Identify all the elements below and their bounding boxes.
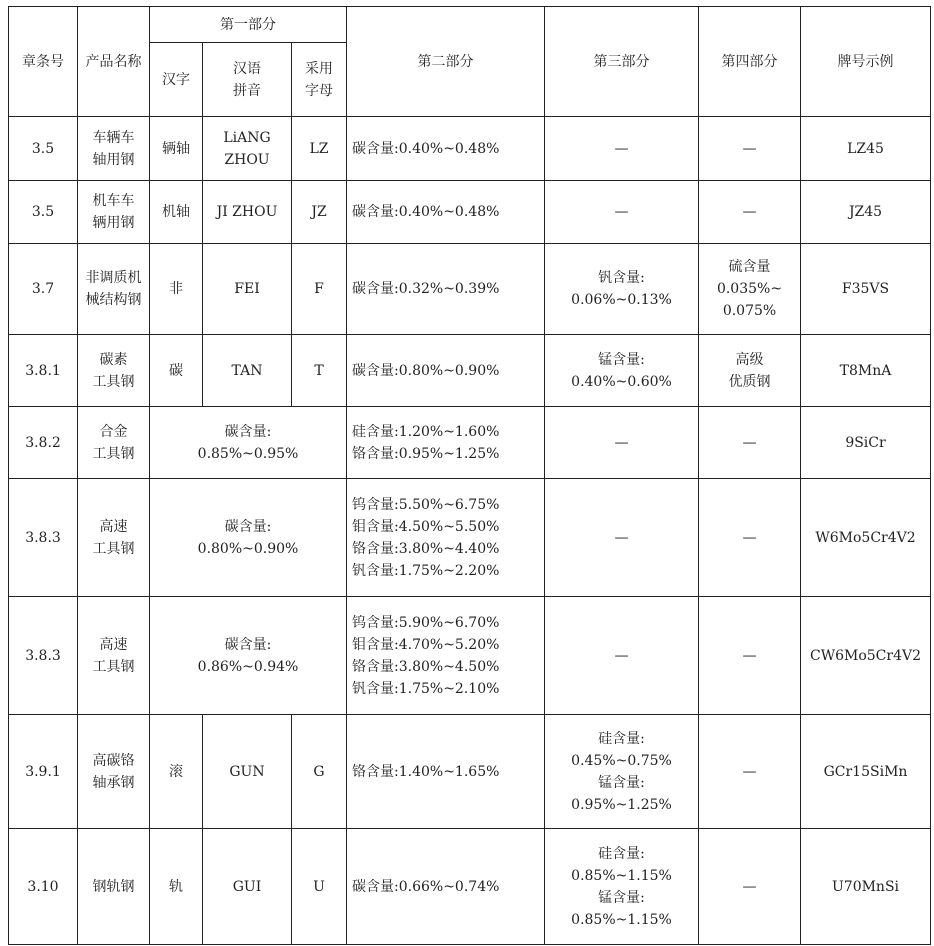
chapter-cell: 3.5 [9, 117, 78, 181]
part4-cell [699, 407, 801, 479]
table-row [9, 829, 931, 945]
product-line: 工具钢 [92, 658, 135, 675]
product-line: 非调质机 [85, 270, 142, 286]
part4-cell [699, 244, 801, 335]
part2-cell [347, 117, 545, 181]
header-hanzi: 汉字 [150, 43, 203, 117]
table-row [9, 335, 931, 407]
example-cell: JZ45 [801, 181, 931, 244]
part3-line: 0.85%~1.15% [571, 911, 672, 928]
part3-line: — [614, 434, 629, 451]
product-cell [78, 117, 150, 181]
hanzi-cell: 碳 [150, 335, 203, 407]
header-product: 产品名称 [78, 7, 150, 117]
table-row [9, 244, 931, 335]
part2-line: 碳含量:0.80%~0.90% [352, 362, 500, 379]
header-letter [292, 43, 347, 117]
part4-cell [699, 715, 801, 829]
table-body [9, 7, 931, 945]
part4-line: — [742, 763, 757, 780]
product-cell [78, 829, 150, 945]
product-line: 高速 [99, 518, 128, 535]
letter-cell: T [292, 335, 347, 407]
letter-cell: LZ [292, 117, 347, 181]
header-part4: 第四部分 [699, 7, 801, 117]
pinyin-cell [203, 181, 292, 244]
part1-merged-line: 碳含量: [224, 636, 272, 653]
pinyin-line: GUN [229, 763, 265, 780]
product-line: 械结构钢 [85, 292, 142, 308]
part1-merged-line: 0.86%~0.94% [197, 658, 299, 675]
part2-cell [347, 181, 545, 244]
product-line: 机车车 [92, 193, 135, 209]
product-line: 工具钢 [92, 373, 135, 390]
letter-cell: JZ [292, 181, 347, 244]
chapter-cell: 3.5 [9, 181, 78, 244]
part3-line: 0.95%~1.25% [571, 796, 672, 813]
part2-line: 钨含量:5.50%~6.75% [352, 496, 500, 513]
example-cell: T8MnA [801, 335, 931, 407]
example-cell: W6Mo5Cr4V2 [801, 479, 931, 597]
product-line: 工具钢 [92, 540, 135, 557]
part3-cell [545, 181, 699, 244]
header-pinyin [203, 43, 292, 117]
product-cell [78, 479, 150, 597]
part1-merged-cell [150, 407, 347, 479]
pinyin-line: GUI [232, 878, 262, 895]
chapter-cell: 3.8.3 [9, 597, 78, 715]
header-part1: 第一部分 [150, 7, 347, 43]
part2-cell [347, 829, 545, 945]
header-example: 牌号示例 [801, 7, 931, 117]
pinyin-cell [203, 117, 292, 181]
hanzi-cell: 机轴 [150, 181, 203, 244]
part2-line: 钼含量:4.70%~5.20% [352, 636, 500, 653]
product-line: 工具钢 [92, 445, 135, 462]
part1-merged-line: 0.85%~0.95% [197, 445, 299, 462]
part4-line: — [742, 529, 757, 546]
header-letter-line: 字母 [305, 82, 333, 99]
hanzi-cell: 轨 [150, 829, 203, 945]
table-row [9, 181, 931, 244]
product-cell [78, 715, 150, 829]
header-chapter: 章条号 [9, 7, 78, 117]
pinyin-cell [203, 244, 292, 335]
pinyin-line: ZHOU [224, 151, 270, 168]
table-row [9, 479, 931, 597]
product-line: 车辆车 [92, 129, 135, 146]
product-line: 合金 [99, 423, 128, 440]
part4-cell [699, 597, 801, 715]
example-cell: CW6Mo5Cr4V2 [801, 597, 931, 715]
product-line: 轴用钢 [92, 151, 135, 168]
part3-cell [545, 244, 699, 335]
part3-line: 锰含量: [598, 351, 645, 368]
part1-merged-line: 碳含量: [224, 423, 272, 440]
part2-cell [347, 407, 545, 479]
pinyin-line: TAN [231, 362, 263, 379]
part3-line: 0.85%~1.15% [571, 867, 672, 884]
header-pinyin-line: 汉语 [233, 60, 261, 77]
chapter-cell: 3.8.1 [9, 335, 78, 407]
part2-cell [347, 244, 545, 335]
table-row [9, 597, 931, 715]
part2-line: 铬含量:1.40%~1.65% [352, 763, 500, 780]
pinyin-line: JI ZHOU [216, 204, 278, 220]
table-row [9, 715, 931, 829]
product-line: 高速 [99, 636, 128, 653]
part3-line: 硅含量: [598, 845, 645, 862]
part2-line: 铬含量:0.95%~1.25% [352, 445, 500, 462]
header-letter-line: 采用 [305, 60, 333, 77]
part3-line: — [614, 204, 629, 220]
part3-line: 锰含量: [598, 774, 645, 791]
part2-line: 碳含量:0.66%~0.74% [352, 878, 500, 895]
hanzi-cell: 非 [150, 244, 203, 335]
part1-merged-line: 0.80%~0.90% [197, 540, 299, 557]
part3-line: 硅含量: [598, 730, 645, 747]
part2-line: 碳含量:0.32%~0.39% [352, 281, 500, 297]
part2-cell [347, 479, 545, 597]
part2-line: 碳含量:0.40%~0.48% [352, 204, 500, 220]
part3-cell [545, 597, 699, 715]
part4-line: 优质钢 [728, 373, 771, 390]
part2-line: 铬含量:3.80%~4.50% [352, 658, 500, 675]
product-cell [78, 407, 150, 479]
pinyin-line: LiANG [223, 129, 271, 146]
chapter-cell: 3.9.1 [9, 715, 78, 829]
part2-line: 铬含量:3.80%~4.40% [352, 540, 500, 557]
part4-cell [699, 829, 801, 945]
chapter-cell: 3.7 [9, 244, 78, 335]
product-line: 辆用钢 [92, 215, 135, 231]
letter-cell: U [292, 829, 347, 945]
header-row-1 [9, 7, 931, 43]
part3-cell [545, 829, 699, 945]
example-cell: F35VS [801, 244, 931, 335]
part3-line: 0.45%~0.75% [571, 752, 672, 769]
example-cell: LZ45 [801, 117, 931, 181]
part2-line: 钨含量:5.90%~6.70% [352, 614, 500, 631]
part4-cell [699, 335, 801, 407]
part2-line: 钒含量:1.75%~2.20% [352, 562, 500, 579]
pinyin-cell [203, 335, 292, 407]
part3-cell [545, 715, 699, 829]
product-line: 高碳铬 [92, 752, 135, 769]
product-line: 碳素 [99, 351, 128, 368]
part4-line: — [742, 140, 757, 157]
example-cell: 9SiCr [801, 407, 931, 479]
pinyin-cell [203, 829, 292, 945]
chapter-cell: 3.8.2 [9, 407, 78, 479]
part3-cell [545, 335, 699, 407]
part2-cell [347, 335, 545, 407]
part3-cell [545, 117, 699, 181]
part4-line: 0.075% [722, 303, 777, 319]
part3-line: 锰含量: [598, 889, 645, 906]
product-cell [78, 597, 150, 715]
product-line: 钢轨钢 [92, 878, 135, 895]
part3-line: 钒含量: [598, 270, 645, 286]
letter-cell: F [292, 244, 347, 335]
table-row [9, 407, 931, 479]
product-cell [78, 244, 150, 335]
part2-line: 碳含量:0.40%~0.48% [352, 140, 500, 157]
header-part3: 第三部分 [545, 7, 699, 117]
part3-cell [545, 407, 699, 479]
product-line: 轴承钢 [92, 774, 135, 791]
example-cell: U70MnSi [801, 829, 931, 945]
chapter-cell: 3.8.3 [9, 479, 78, 597]
product-cell [78, 335, 150, 407]
part1-merged-cell [150, 479, 347, 597]
part2-line: 钼含量:4.50%~5.50% [352, 518, 500, 535]
pinyin-line: FEI [234, 281, 260, 297]
hanzi-cell: 滚 [150, 715, 203, 829]
part4-cell [699, 117, 801, 181]
part4-line: — [742, 878, 757, 895]
header-pinyin-line: 拼音 [233, 82, 261, 99]
part2-line: 钒含量:1.75%~2.10% [352, 680, 500, 697]
part3-line: 0.06%~0.13% [571, 292, 672, 308]
part4-line: — [742, 204, 757, 220]
chapter-cell: 3.10 [9, 829, 78, 945]
part4-line: 高级 [735, 351, 764, 368]
part4-line: 0.035%~ [716, 281, 783, 297]
part3-line: — [614, 529, 629, 546]
part4-line: — [742, 434, 757, 451]
example-cell: GCr15SiMn [801, 715, 931, 829]
part3-cell [545, 479, 699, 597]
letter-cell: G [292, 715, 347, 829]
part3-line: 0.40%~0.60% [571, 373, 672, 390]
part4-cell [699, 181, 801, 244]
part4-line: 硫含量 [728, 259, 771, 275]
pinyin-cell [203, 715, 292, 829]
part1-merged-line: 碳含量: [224, 518, 272, 535]
part2-cell [347, 715, 545, 829]
header-part2: 第二部分 [347, 7, 545, 117]
table-row [9, 117, 931, 181]
part3-line: — [614, 140, 629, 157]
part4-cell [699, 479, 801, 597]
product-cell [78, 181, 150, 244]
part4-line: — [742, 647, 757, 664]
hanzi-cell: 辆轴 [150, 117, 203, 181]
steel-grade-table [8, 6, 931, 945]
part3-line: — [614, 647, 629, 664]
part2-cell [347, 597, 545, 715]
part1-merged-cell [150, 597, 347, 715]
part2-line: 硅含量:1.20%~1.60% [352, 423, 500, 440]
